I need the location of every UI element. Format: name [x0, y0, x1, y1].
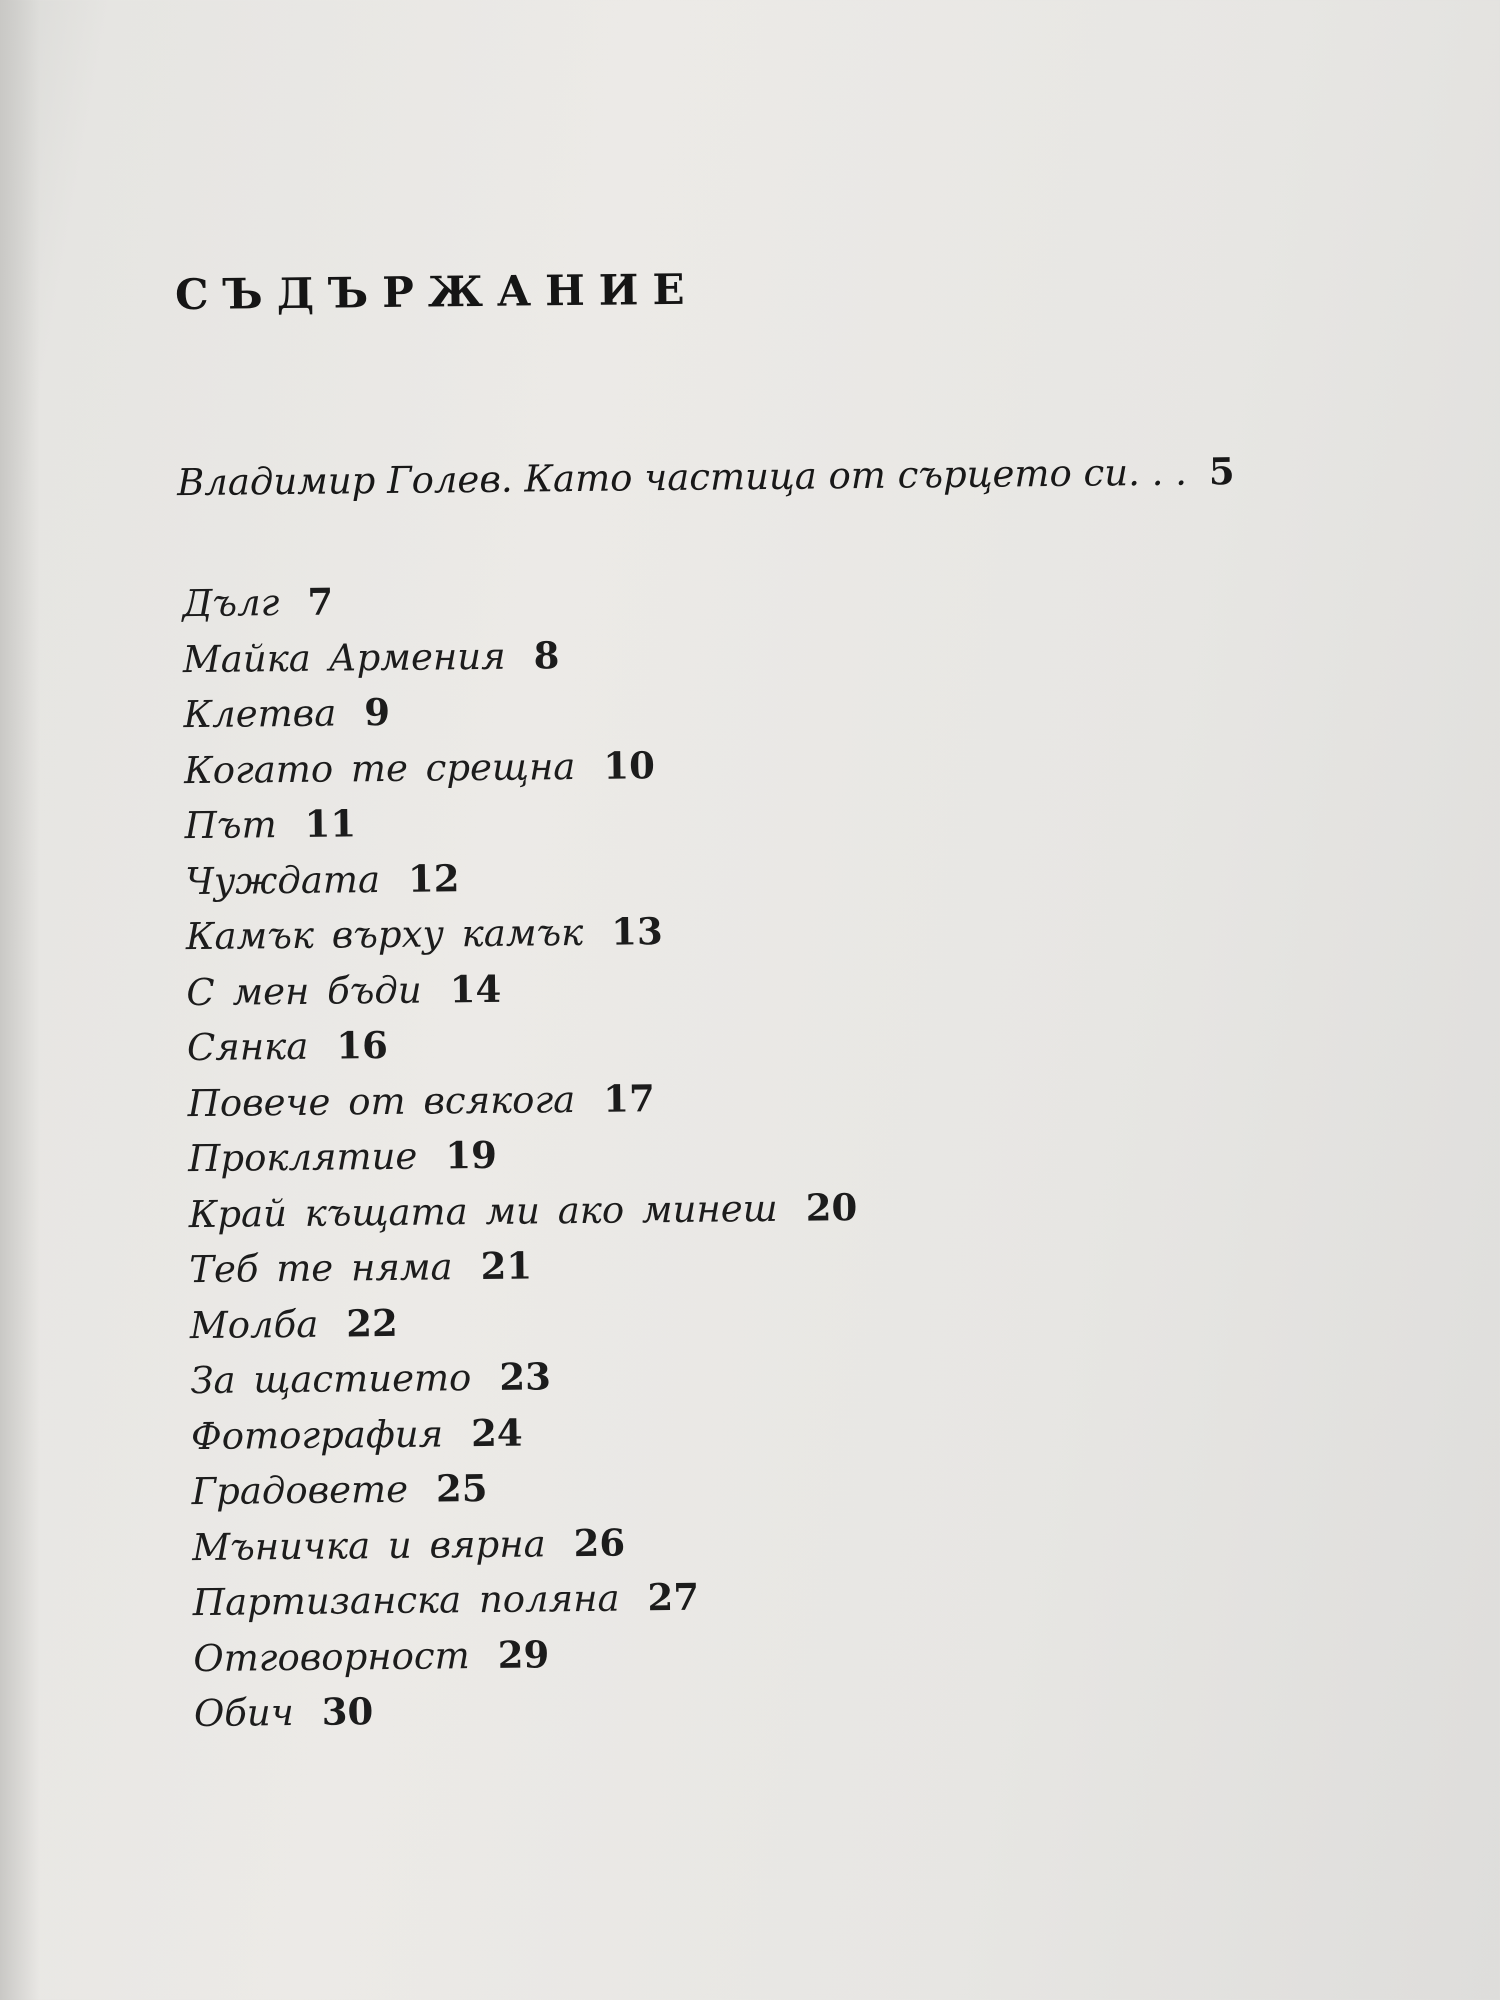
- toc-entry-page-number: 11: [304, 801, 357, 846]
- toc-entry: [187, 1013, 856, 1075]
- toc-entry-title: За щастието: [190, 1356, 472, 1403]
- toc-entry-page-number: 22: [346, 1300, 398, 1345]
- toc-entry-page-number: 7: [307, 579, 334, 624]
- toc-entry-title: Проклятие: [187, 1134, 418, 1181]
- toc-entry-page-number: 23: [499, 1354, 552, 1399]
- toc-entry-title: Дълг: [182, 581, 280, 626]
- toc-entry: [186, 902, 855, 964]
- toc-entry-title: Обич: [193, 1691, 294, 1736]
- table-of-contents: [182, 569, 863, 1741]
- toc-entry: [190, 1346, 859, 1408]
- toc-entry: [193, 1624, 862, 1686]
- toc-entry-title: С мен бъди: [186, 968, 422, 1014]
- toc-entry-page-number: 20: [805, 1184, 858, 1230]
- toc-entry-title: Фотография: [190, 1411, 444, 1458]
- toc-entry-title: Сянка: [186, 1024, 309, 1070]
- toc-entry: [189, 1235, 858, 1297]
- toc-entry: [183, 680, 852, 742]
- toc-entry-page-number: 13: [611, 909, 663, 954]
- toc-entry: [184, 791, 853, 853]
- toc-entry-title: Отговорност: [193, 1633, 470, 1680]
- toc-entry-page-number: 26: [573, 1520, 626, 1565]
- page-title: СЪДЪРЖАНИЕ: [174, 264, 699, 320]
- toc-entry-title: Молба: [189, 1302, 319, 1347]
- toc-entry: [187, 1069, 856, 1131]
- toc-entry: [184, 736, 853, 798]
- toc-entry-title: Край къщата ми ако минеш: [188, 1186, 778, 1236]
- toc-entry-title: Теб те няма: [189, 1245, 453, 1292]
- toc-entry: [192, 1513, 861, 1575]
- toc-entry-title: Когато те срещна: [183, 744, 576, 792]
- toc-entry-title: Повече от всякога: [187, 1077, 576, 1125]
- toc-entry: [186, 958, 855, 1020]
- toc-entry: [188, 1180, 857, 1242]
- toc-entry-title: Клетва: [183, 691, 337, 737]
- toc-entry: [188, 1124, 857, 1186]
- toc-entry-page-number: 16: [336, 1022, 389, 1068]
- toc-entry: [182, 569, 851, 631]
- toc-entry-title: Камък върху камък: [185, 910, 584, 959]
- toc-entry: [194, 1679, 863, 1741]
- toc-entry-page-number: 8: [533, 632, 560, 677]
- toc-entry-page-number: 21: [480, 1243, 533, 1289]
- toc-entry-title: Път: [184, 803, 277, 848]
- toc-entry-page-number: 17: [602, 1075, 655, 1121]
- toc-entry: [185, 847, 854, 909]
- toc-entry: [183, 625, 852, 687]
- toc-entry-page-number: 10: [603, 742, 656, 788]
- toc-entry: [193, 1568, 862, 1630]
- intro-entry: [177, 449, 1235, 504]
- toc-entry-title: Градовете: [191, 1467, 409, 1514]
- toc-entry: [190, 1291, 859, 1353]
- toc-entry-page-number: 29: [497, 1631, 550, 1677]
- intro-entry-page-number: 5: [1208, 449, 1235, 494]
- toc-entry: [191, 1402, 860, 1464]
- toc-entry-page-number: 24: [470, 1410, 523, 1455]
- toc-entry-title: Мъничка и вярна: [191, 1521, 546, 1569]
- toc-entry-page-number: 14: [449, 966, 502, 1011]
- intro-entry-title: Владимир Голев. Като частица от сърцето си. . .: [176, 450, 1188, 505]
- toc-entry-page-number: 9: [364, 689, 391, 735]
- toc-entry-page-number: 25: [435, 1465, 488, 1511]
- toc-entry-page-number: 30: [321, 1689, 374, 1734]
- toc-entry-page-number: 12: [407, 855, 460, 901]
- toc-entry-page-number: 19: [445, 1132, 498, 1178]
- toc-entry-title: Партизанска поляна: [192, 1576, 620, 1625]
- toc-entry-title: Майка Армения: [182, 634, 506, 681]
- toc-entry: [191, 1457, 860, 1519]
- toc-entry-title: Чуждата: [185, 857, 381, 903]
- toc-entry-page-number: 27: [647, 1574, 700, 1620]
